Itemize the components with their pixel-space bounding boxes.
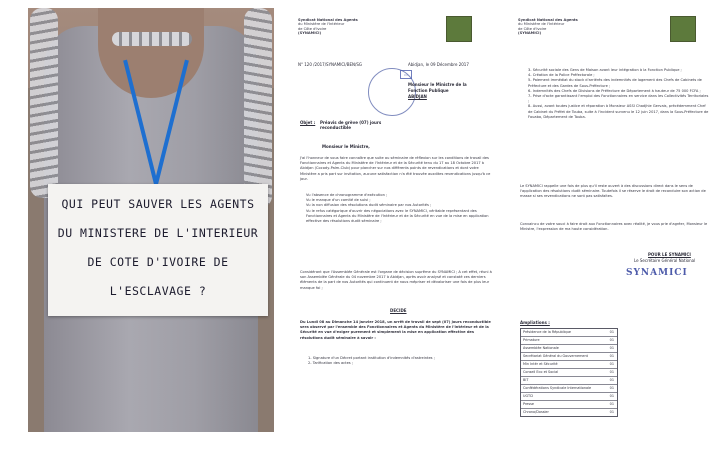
org-line: du Ministère de l'Intérieur <box>518 22 565 27</box>
salutation: Monsieur le Ministre, <box>322 144 370 149</box>
org-line: de Côte d'Ivoire <box>518 26 547 31</box>
bullet-item: Vu le refus catégorique d'ouvrir des négociations avec le SYNAMICI, véritable représentant des Fonctionnaires et Agents du Ministère de l'Intérieur et de la Sécurité en vue de la mise en application effective des résolutions dudit séminaire ; <box>306 208 489 224</box>
reference-number: N° 120 /2017/SYNAMICI/BEN/SG <box>298 62 362 67</box>
reminder-paragraph: Le SYNAMICI rappelle une fois de plus qu'il reste ouvert à des discussions direct dans le sens de l'application des résolutions dudit séminaire. Toutefois il se réserve le droit de reconduire son action de masse si ses revendications ne sont pas satisfaites. <box>520 184 706 199</box>
chain-icon <box>112 32 192 46</box>
table-row: Primature 01 <box>521 337 617 345</box>
document-page-2 <box>516 8 716 432</box>
demand-item: 4- Création de la Police Préfectorale ; <box>528 73 595 78</box>
table-row: Chrono/Dossier 01 <box>523 410 614 414</box>
sign-line-4: L'ESCLAVAGE ? <box>109 284 207 298</box>
closing-paragraph: Convaincu de votre souci à faire droit aux Fonctionnaires avec réalité, je vous prie d'agréer, Monsieur le Ministre, l'expression de ma haute considération. <box>520 222 708 232</box>
org-line: du Ministère de l'Intérieur <box>298 22 345 27</box>
org-header <box>518 18 578 36</box>
sign-line-1: QUI PEUT SAUVER LES AGENTS <box>61 197 255 211</box>
demand-item: 3- Sécurité sociale des Gens de Maison avant leur intégration à la Fonction Publique ; <box>528 68 682 72</box>
intro-paragraph: J'ai l'honneur de vous faire connaître que suite au séminaire de réflexion sur les conditions de travail des Fonctionnaires et Agents du Ministère de l'Intérieur et de la Sécurité tenu du 17 au 18 Octobre 2017 à Abidjan (Cocody-Palm-Club) pour plancher sur nos différents points de revendications et dont votre Ministère a pris part sur invitation, aucune satisfaction n'a été trouvée auxdites revendications jusqu'à ce jour. <box>300 156 491 181</box>
strike-paragraph: Du Lundi 08 au Dimanche 14 Janvier 2018, un arrêt de travail de sept (07) jours reconductible sera observé par l'ensemble des Fonctionnaires et Agents du Ministère de l'Intérieur et de la Sécurité en vue d'exiger purement et simplement la mise en application effective des résolutions dudit séminaire à savoir : <box>300 320 491 340</box>
synamici-stamp: SYNAMICI <box>626 268 688 278</box>
object-text: Préavis de grève (07) jours reconductible <box>320 120 382 130</box>
demand-item: 8- Aussi, avant toutes justice et réparation à Monsieur ASSI Chadjhie Gervais, précédemment Chef de Cabinet du Préfet de Touba, suite à l'incident survenu le 12 juin 2017, dans la Sous-Préfecture de Fouaba, Département de Touba. <box>528 104 709 119</box>
org-logo-icon <box>670 16 696 42</box>
recipient-line: Fonction Publique <box>408 88 449 93</box>
sign-line-2: DU MINISTERE DE L'INTERIEUR <box>57 226 259 240</box>
org-logo-icon <box>446 16 472 42</box>
recipient-line: ABIDJAN <box>408 94 427 99</box>
org-line: (SYNAMICI) <box>298 31 322 36</box>
sign-line-3: DE COTE D'IVOIRE DE <box>87 255 229 269</box>
table-row: Confédérations Syndicale Internationale 01 <box>521 385 617 393</box>
demand-list-continued <box>528 68 710 120</box>
ampliations-label: Ampliations : <box>520 320 550 325</box>
bullet-item: Vu le manque d'un comité de suivi ; <box>306 198 371 203</box>
document-page-1 <box>296 8 504 432</box>
table-row: Presse 01 <box>521 401 617 409</box>
demand-item: 7- Prise d'acte garantissant l'emploi des Fonctionnaires en service dans les Collectivités Territoriales ; <box>528 94 709 104</box>
table-row: Conseil Eco et Social 01 <box>521 369 617 377</box>
ampliations-table <box>520 328 618 417</box>
table-row: Min Intér et Sécurité 01 <box>521 361 617 369</box>
table-row: BIT 01 <box>521 377 617 385</box>
bullet-item: Vu la non diffusion des résolutions dudit séminaire par nos Autorités ; <box>306 203 432 208</box>
table-row: Secrétariat Général du Gouvernement 01 <box>521 353 617 361</box>
protest-photo <box>28 8 274 432</box>
demand-item: 5- Paiement immédiat du stock d'arriérés des indemnités de logement des Chefs de Cabinets de Préfecture et des Gardes de Sous-Préfecture ; <box>528 78 702 88</box>
org-line: Syndicat National des Agents <box>298 18 358 22</box>
demand-list <box>308 356 496 366</box>
table-row: Assemblée Nationale 01 <box>521 345 617 353</box>
demand-item: 1- Signature d'un Décret portant institution d'indemnités d'astreintes ; <box>308 356 435 360</box>
decide-heading: DECIDE <box>390 308 407 313</box>
protest-sign <box>48 184 268 316</box>
demand-item: 2- Tarification des actes ; <box>308 361 354 366</box>
org-header <box>298 18 358 36</box>
demand-item: 6- Indemnités des Chefs de Divisions de Préfecture de Département à hauteur de 75 000 FCFA ; <box>528 88 701 93</box>
assembly-paragraph: Considérant que l'Assemblée Générale est l'organe de décision suprême du SYNAMICI ; A cet effet, réuni à son Assemblée Générale du 04 novembre 2017 à Abidjan, après avoir analysé et constaté ces derniers éléments de la part de nos Autorités qui continuent de nous mépriser et dévaloriser une fois de plus leur manque foi ; <box>300 270 492 290</box>
org-line: Syndicat National des Agents <box>518 18 578 22</box>
left-chain-icon <box>30 8 58 198</box>
bullet-list <box>306 193 496 224</box>
bullet-item: Vu l'absence de chronogramme d'exécution ; <box>306 193 388 197</box>
signature-label: POUR LE SYNAMICI <box>648 252 691 257</box>
signature-title: Le Secrétaire Général National <box>634 258 696 263</box>
right-chain-icon <box>244 8 272 208</box>
date-stamp-icon: ▭ <box>400 70 412 79</box>
org-line: (SYNAMICI) <box>518 31 542 36</box>
letter-date: Abidjan, le 09 Décembre 2017 <box>408 62 469 67</box>
table-row: UGTCI 01 <box>521 393 617 401</box>
org-line: de Côte d'Ivoire <box>298 26 327 31</box>
table-row: Présidence de la République 01 <box>521 329 617 337</box>
recipient-line: Monsieur le Ministre de la <box>408 82 467 87</box>
object-label: Objet : <box>300 120 316 125</box>
